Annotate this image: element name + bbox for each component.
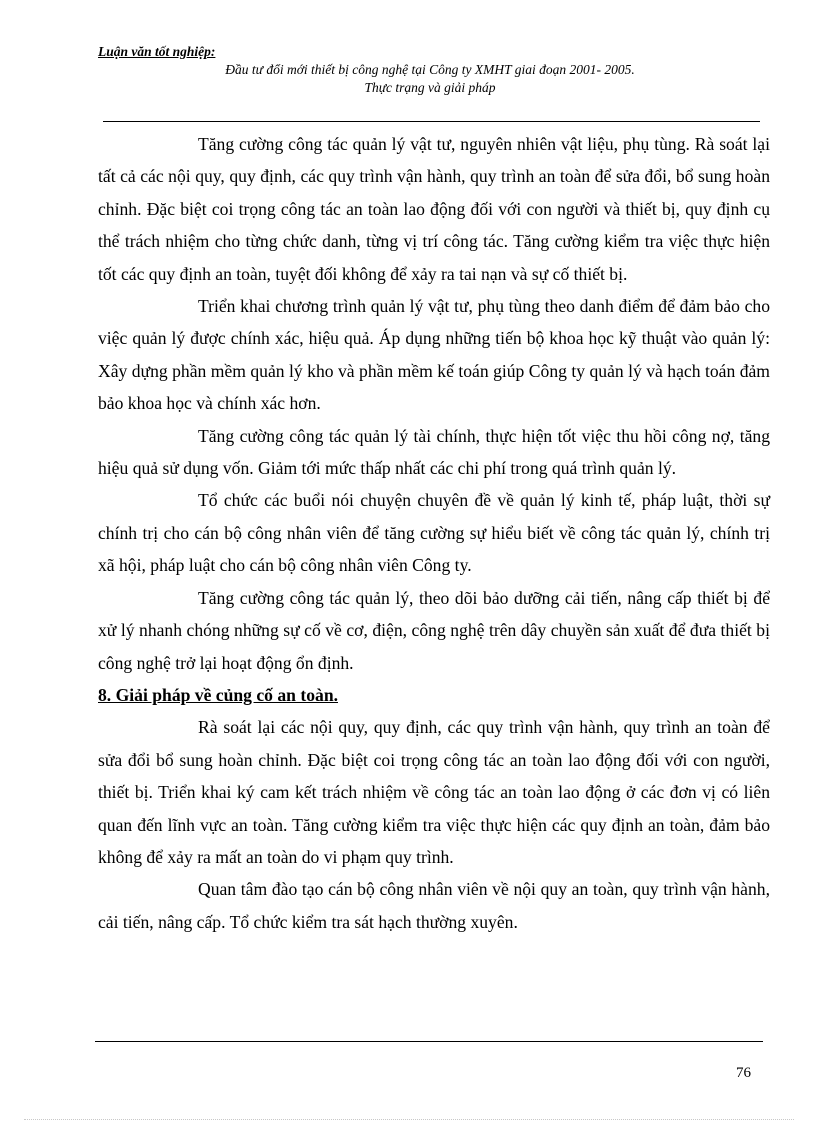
body-paragraph: Tăng cường công tác quản lý vật tư, nguyên nhiên vật liệu, phụ tùng. Rà soát lại tất cả các nội quy, quy định, các quy trình vận hành, quy trình an toàn để sửa đổi, bổ sung hoàn chỉnh. Đặc biệt coi trọng công tác an toàn lao động đối với con người và thiết bị, quy định cụ thể trách nhiệm cho từng chức danh, từng vị trí công tác. Tăng cường kiểm tra việc thực hiện tốt các quy định an toàn, tuyệt đối không để xảy ra tai nạn và sự cố thiết bị.: [98, 134, 770, 284]
body-paragraph: Tổ chức các buổi nói chuyện chuyên đề về quản lý kinh tế, pháp luật, thời sự chính trị cho cán bộ công nhân viên để tăng cường sự hiểu biết về công tác quản lý, chính trị xã hội, pháp luật cho cán bộ công nhân viên Công ty.: [98, 490, 770, 576]
body-paragraph: Triển khai chương trình quản lý vật tư, phụ tùng theo danh điểm để đảm bảo cho việc quản lý được chính xác, hiệu quả. Áp dụng những tiến bộ khoa học kỹ thuật vào quản lý: Xây dựng phần mềm quản lý kho và phần mềm kế toán giúp Công ty quản lý và hạch toán đảm bảo khoa học và chính xác hơn.: [98, 296, 770, 414]
document-body: [98, 128, 770, 938]
header-title: Luận văn tốt nghiệp:: [98, 44, 216, 59]
header-subtitle-line-2: Thực trạng và giải pháp: [364, 80, 496, 95]
page-edge-dotted-line: [24, 1119, 794, 1120]
body-paragraph: Quan tâm đào tạo cán bộ công nhân viên về nội quy an toàn, quy trình vận hành, cải tiến, nâng cấp. Tổ chức kiểm tra sát hạch thường xuyên.: [98, 879, 770, 932]
body-paragraph: Tăng cường công tác quản lý, theo dõi bảo dưỡng cải tiến, nâng cấp thiết bị để xử lý nhanh chóng những sự cố về cơ, điện, công nghệ trên dây chuyền sản xuất để đưa thiết bị công nghệ trở lại hoạt động ổn định.: [98, 587, 770, 673]
header-divider: [103, 121, 760, 122]
body-paragraph: Rà soát lại các nội quy, quy định, các quy trình vận hành, quy trình an toàn để sửa đổi bổ sung hoàn chỉnh. Đặc biệt coi trọng công tác an toàn lao động đối với con người, thiết bị. Triển khai ký cam kết trách nhiệm về công tác an toàn lao động ở các đơn vị có liên quan đến lĩnh vực an toàn. Tăng cường kiểm tra việc thực hiện các quy định an toàn, đảm bảo không để xảy ra mất an toàn do vi phạm quy trình.: [98, 717, 770, 867]
page-number: 76: [736, 1065, 751, 1081]
footer-divider: [95, 1041, 763, 1042]
header-subtitle-line-1: Đầu tư đổi mới thiết bị công nghệ tại Công ty XMHT giai đoạn 2001- 2005.: [225, 62, 635, 77]
body-paragraph: Tăng cường công tác quản lý tài chính, thực hiện tốt việc thu hồi công nợ, tăng hiệu quả sử dụng vốn. Giảm tới mức thấp nhất các chi phí trong quá trình quản lý.: [98, 425, 770, 479]
section-heading: 8. Giải pháp về củng cố an toàn.: [98, 684, 338, 705]
